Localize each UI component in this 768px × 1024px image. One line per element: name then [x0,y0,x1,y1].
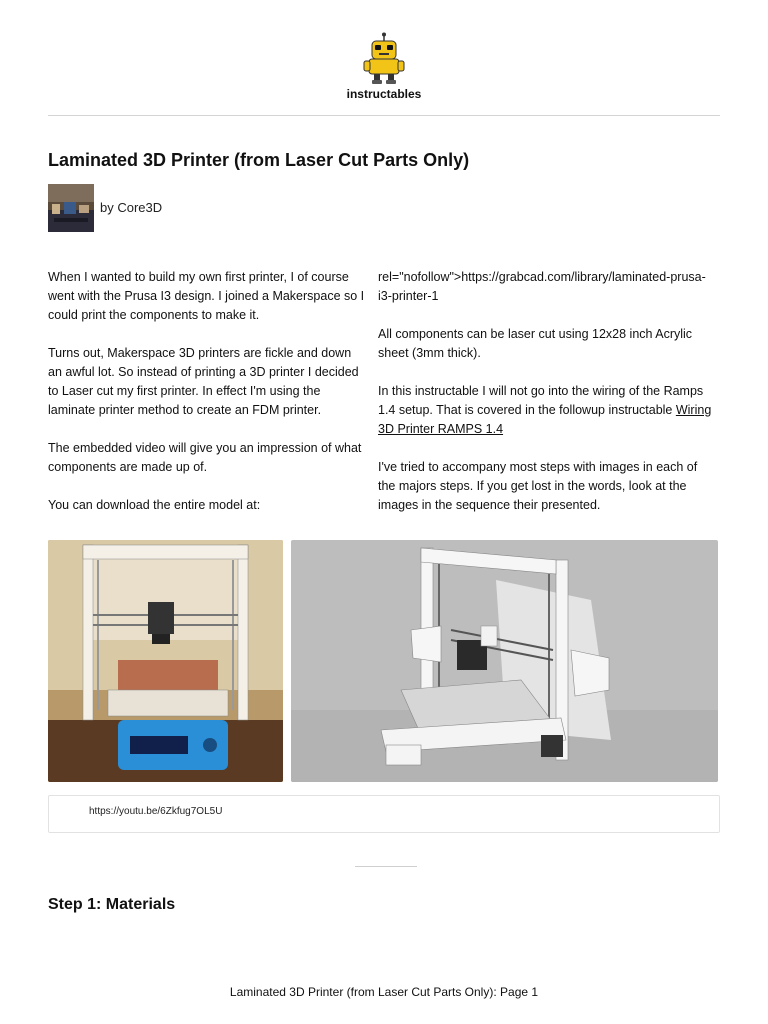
body-right-column [378,268,713,534]
paragraph: You can download the entire model at: [48,498,261,512]
paragraph [378,382,713,439]
printer-render[interactable] [291,540,718,782]
paragraph-text: In this instructable I will not go into the wiring of the Ramps 1.4 setup. That is covered in the followup instructable [378,384,704,417]
printer-photo[interactable] [48,540,283,782]
header-divider [48,115,720,116]
paragraph: I've tried to accompany most steps with images in each of the majors steps. If you get lost in the words, look at the images in the sequence their presented. [378,460,698,512]
paragraph: All components can be laser cut using 12x28 inch Acrylic sheet (3mm thick). [378,327,693,360]
video-embed-box[interactable] [48,795,720,833]
paragraph: The embedded video will give you an impression of what components are made up of. [48,441,362,474]
article-title: Laminated 3D Printer (from Laser Cut Parts Only) [48,150,470,170]
section-divider [355,866,417,867]
author-byline[interactable]: by Core3D [100,200,163,215]
wiring-instructable-link[interactable]: Wiring 3D Printer RAMPS 1.4 [378,403,712,436]
paragraph: Turns out, Makerspace 3D printers are fickle and down an awful lot. So instead of printing a 3D printer I decided to Laser cut my first printer. In effect I'm using the laminate printer method to create an FDM printer. [48,346,359,417]
body-left-column [48,268,366,534]
instructables-robot-logo[interactable] [360,32,408,86]
step-title: Step 1: Materials [48,896,176,913]
paragraph: When I wanted to build my own first printer, I of course went with the Prusa I3 design. I joined a Makerspace so I could print the components to make it. [48,270,365,322]
download-link-text: rel="nofollow">https://grabcad.com/library/laminated-prusa-i3-printer-1 [378,270,706,303]
video-link[interactable]: https://youtu.be/6Zkfug7OL5U [89,806,223,817]
author-avatar[interactable] [48,184,94,232]
page-footer: Laminated 3D Printer (from Laser Cut Parts Only): Page 1 [229,985,539,999]
brand-name[interactable]: instructables [346,87,422,101]
